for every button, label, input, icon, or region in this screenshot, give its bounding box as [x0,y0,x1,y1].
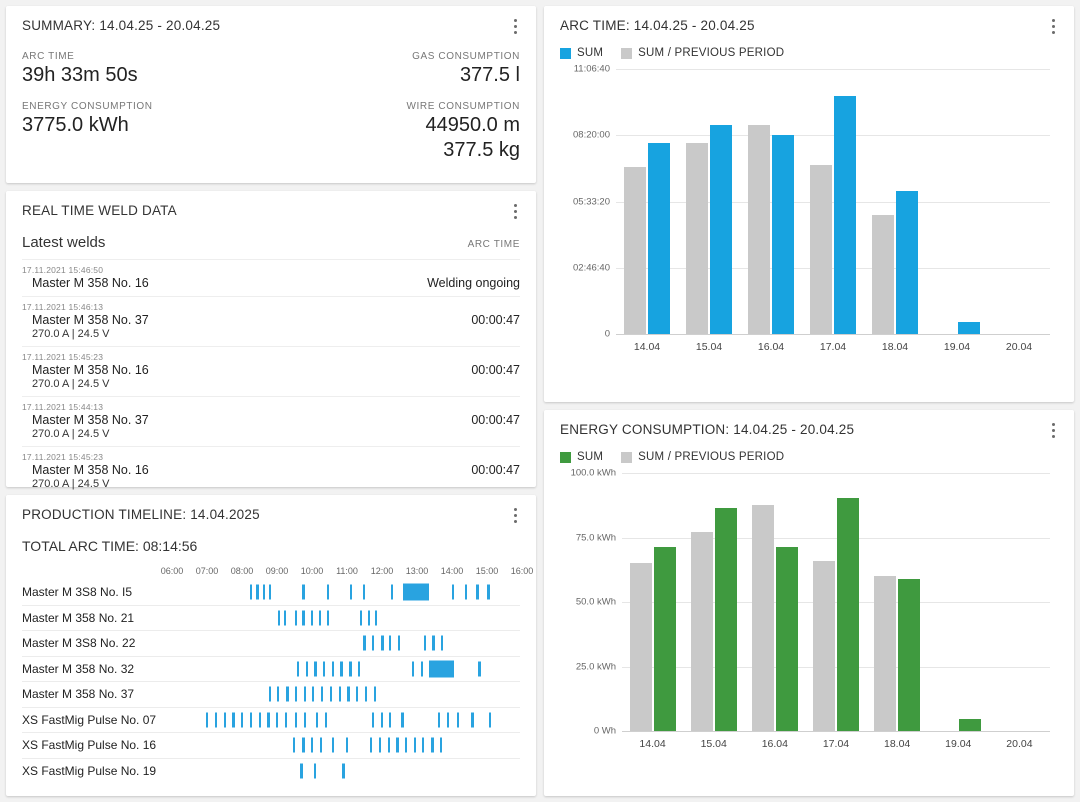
production-timeline-card [6,495,536,796]
timeline-segment [347,687,349,702]
timeline-segment [363,636,365,651]
stat-label: ARC TIME [22,51,75,62]
timeline-segment [342,764,344,779]
timeline-row[interactable] [22,682,520,708]
bar-sum [958,322,980,334]
timeline-rows [22,580,520,784]
x-axis-tick-label: 15.04 [700,738,727,750]
timeline-segment [405,738,407,753]
bar-sum [776,547,798,731]
timeline-segment [302,585,304,600]
timeline-segment [401,712,403,727]
stat-label: ENERGY CONSUMPTION [22,101,153,112]
timeline-segment [311,738,313,753]
legend-item[interactable] [621,47,784,59]
timeline-segment [339,687,341,702]
bar-group[interactable] [802,69,864,353]
energy-legend [560,451,1058,463]
timeline-segment [356,687,358,702]
timeline-segment [302,610,304,625]
weld-timestamp: 17.11.2021 15:46:50 [22,265,104,275]
timeline-segment [269,687,271,702]
timeline-segment [276,712,278,727]
timeline-segment [295,687,297,702]
y-axis-tick-label: 0 Wh [593,725,616,737]
bar-previous-period [624,167,646,334]
bar-previous-period [872,215,894,334]
weld-timestamp: 17.11.2021 15:45:23 [22,452,104,462]
timeline-segment [381,712,383,727]
timeline-segment [365,687,367,702]
timeline-segment [300,764,302,779]
weld-parameters: 270.0 A | 24.5 V [32,478,110,490]
timeline-segment [319,610,321,625]
timeline-segment [256,585,258,600]
timeline-segment [346,738,348,753]
timeline-segment [379,738,381,753]
timeline-segment [389,636,391,651]
weld-list [22,259,520,496]
timeline-segment [259,712,261,727]
timeline-track [171,580,520,605]
gridline [616,334,1050,335]
timeline-device-name: XS FastMig Pulse No. 16 [22,738,157,753]
timeline-segment [388,738,390,753]
bar-group[interactable] [989,473,1050,750]
timeline-segment [330,687,332,702]
weld-info [22,276,149,290]
legend-swatch-icon [560,452,571,463]
timeline-segment [414,738,416,753]
bar-group[interactable] [678,69,740,353]
stat-label: GAS CONSUMPTION [412,51,520,62]
timeline-segment [295,712,297,727]
summary-title: SUMMARY: 14.04.25 - 20.04.25 [22,18,221,33]
timeline-tick-label: 08:00 [230,566,254,576]
timeline-segment [476,585,478,600]
timeline-segment [389,712,391,727]
timeline-segment [327,610,329,625]
legend-swatch-icon [621,48,632,59]
timeline-track [171,657,520,682]
timeline-segment [396,738,398,753]
timeline-segment [360,610,362,625]
timeline-row[interactable] [22,631,520,657]
x-axis-tick-label: 17.04 [822,738,850,750]
weld-info [22,313,149,340]
bar-group[interactable] [622,473,683,750]
realtime-title: REAL TIME WELD DATA [22,203,177,218]
timeline-tick-label: 16:00 [510,566,534,576]
timeline-track [171,631,520,656]
realtime-subheader [22,234,520,251]
timeline-axis [160,566,534,580]
timeline-segment [391,585,393,600]
bar-previous-period [813,561,835,731]
legend-swatch-icon [560,48,571,59]
legend-label: SUM [577,47,604,59]
x-axis-tick-label: 15.04 [695,341,723,353]
timeline-segment [267,712,269,727]
weld-arc-time: Welding ongoing [427,276,520,290]
bar-previous-period [752,505,774,731]
timeline-segment [306,661,308,676]
timeline-segment [206,712,208,727]
legend-label: SUM / PREVIOUS PERIOD [638,451,785,463]
timeline-segment [403,584,429,601]
y-axis-tick-label: 02:46:40 [573,262,610,274]
weld-device-name: Master M 358 No. 37 [32,413,149,427]
x-axis-tick-label: 14.04 [639,738,666,750]
timeline-segment [321,687,323,702]
timeline-tick-label: 11:00 [336,566,358,576]
bar-sum [837,498,859,731]
stat-value: 3775.0 kWh [22,114,129,136]
weld-main [22,463,520,490]
timeline-row[interactable] [22,606,520,632]
timeline-segment [332,738,334,753]
timeline-device-name: Master M 3S8 No. I5 [22,585,133,600]
weld-main [22,363,520,390]
arc-time-chart-card [544,6,1074,402]
arc-time-plot [573,63,1050,353]
timeline-segment [432,636,434,651]
timeline-segment [304,712,306,727]
timeline-segment [311,610,313,625]
legend-item[interactable] [560,47,603,59]
arc-time-chart-menu-icon[interactable] [1044,16,1062,36]
right-column [544,6,1074,796]
timeline-segment [320,738,322,753]
bar-group[interactable] [805,473,866,750]
timeline-device-name: XS FastMig Pulse No. 19 [22,764,157,779]
weld-main [22,276,520,290]
timeline-segment [412,661,414,676]
stat-wire-consumption [271,101,520,162]
x-axis-tick-label: 19.04 [945,738,972,750]
timeline-segment [316,712,318,727]
bar-sum [896,191,918,334]
bar-group[interactable] [616,69,678,353]
stat-value: 39h 33m 50s [22,64,138,86]
timeline-segment [302,738,304,753]
gridline [622,731,1050,732]
timeline-tick-label: 12:00 [370,566,394,576]
bar-previous-period [686,143,708,334]
timeline-segment [358,661,360,676]
timeline-segment [278,610,280,625]
weld-row[interactable] [22,259,520,296]
timeline-tick-label: 15:00 [475,566,499,576]
timeline-segment [375,610,377,625]
timeline-row[interactable] [22,708,520,734]
bar-group[interactable] [740,69,802,353]
x-axis-tick-label: 18.04 [881,341,909,353]
summary-card [6,6,536,183]
legend-swatch-icon [621,452,632,463]
bar-sum [834,96,856,335]
timeline-segment [349,661,351,676]
timeline-segment [215,712,217,727]
left-column [6,6,536,796]
timeline-segment [295,610,297,625]
bar-group[interactable] [928,473,989,750]
timeline-segment [372,636,374,651]
timeline-device-name: XS FastMig Pulse No. 07 [22,712,157,727]
timeline-tick-label: 13:00 [405,566,429,576]
timeline-segment [440,738,442,753]
stat-gas-consumption [271,51,520,87]
timeline-segment [487,585,489,600]
realtime-menu-icon[interactable] [506,201,524,221]
weld-row[interactable] [22,446,520,496]
bar-sum [710,125,732,334]
timeline-tick-label: 14:00 [440,566,464,576]
weld-parameters: 270.0 A | 24.5 V [32,328,110,340]
x-axis-tick-label: 17.04 [819,341,847,353]
latest-welds-label: Latest welds [22,234,106,251]
timeline-segment [381,636,383,651]
timeline-segment [269,585,271,600]
timeline-row[interactable] [22,759,520,785]
timeline-segment [263,585,265,600]
timeline-segment [478,661,480,676]
arc-time-column-header: ARC TIME [467,239,520,250]
timeline-row[interactable] [22,580,520,606]
timeline-segment [457,712,459,727]
weld-info [22,413,149,440]
timeline-tick-label: 06:00 [160,566,184,576]
timeline-segment [441,636,443,651]
stat-label: WIRE CONSUMPTION [406,101,520,112]
stat-value: 44950.0 m [425,114,520,136]
weld-device-name: Master M 358 No. 37 [32,313,149,327]
timeline-segment [370,738,372,753]
timeline-tick-label: 09:00 [265,566,289,576]
timeline-device-name: Master M 358 No. 21 [22,610,135,625]
timeline-track [171,682,520,707]
legend-item[interactable] [560,451,603,463]
y-axis-tick-label: 25.0 kWh [575,661,616,672]
total-arc-time: TOTAL ARC TIME: 08:14:56 [22,538,198,554]
weld-timestamp: 17.11.2021 15:46:13 [22,302,104,312]
stat-value-secondary: 377.5 kg [443,139,520,161]
weld-row[interactable] [22,396,520,446]
weld-main [22,313,520,340]
y-axis-tick-label: 75.0 kWh [575,532,616,543]
bar-group[interactable] [988,69,1050,353]
bar-group[interactable] [926,69,988,353]
timeline-segment [340,661,342,676]
summary-menu-icon[interactable] [506,16,524,36]
timeline-track [171,708,520,733]
bar-sum [654,547,676,731]
weld-main [22,413,520,440]
timeline-segment [224,712,226,727]
bar-group[interactable] [864,69,926,353]
bar-group[interactable] [744,473,805,750]
weld-arc-time: 00:00:47 [471,313,520,327]
timeline-segment [372,712,374,727]
energy-consumption-chart-card [544,410,1074,796]
timeline-segment [304,687,306,702]
timeline-track [171,606,520,631]
legend-item[interactable] [621,451,784,463]
timeline-track [171,733,520,758]
y-axis-tick-label: 08:20:00 [573,129,610,141]
timeline-track [171,759,520,785]
timeline-segment [323,661,325,676]
stat-arc-time [22,51,271,87]
x-axis-tick-label: 16.04 [757,341,785,353]
weld-row[interactable] [22,346,520,396]
timeline-segment [422,738,424,753]
timeline-segment [241,712,243,727]
weld-arc-time: 00:00:47 [471,463,520,477]
bar-previous-period [630,563,652,731]
weld-timestamp: 17.11.2021 15:44:13 [22,402,104,412]
timeline-segment [332,661,334,676]
weld-arc-time: 00:00:47 [471,363,520,377]
weld-info [22,463,149,490]
bar-previous-period [874,576,896,731]
legend-label: SUM [577,451,604,463]
timeline-segment [277,687,279,702]
bar-previous-period [748,125,770,334]
bar-sum [715,508,737,731]
y-axis-tick-label: 50.0 kWh [575,596,616,608]
weld-info [22,363,149,390]
weld-device-name: Master M 358 No. 16 [32,276,149,290]
timeline-segment [363,585,365,600]
x-axis-tick-label: 16.04 [761,738,788,750]
timeline-segment [374,687,376,702]
weld-arc-time: 00:00:47 [471,413,520,427]
realtime-weld-card [6,191,536,490]
timeline-segment [421,661,423,676]
bar-sum [648,143,670,334]
timeline-segment [452,585,454,600]
timeline-segment [429,660,453,677]
bar-sum [898,579,920,731]
weld-row[interactable] [22,296,520,346]
arc-time-legend [560,47,1058,59]
timeline-chart [22,566,534,784]
timeline-segment [314,661,316,676]
timeline-segment [438,712,440,727]
x-axis-tick-label: 20.04 [1006,738,1033,750]
stat-energy-consumption [22,101,271,162]
timeline-segment [465,585,467,600]
bar-group[interactable] [867,473,928,750]
timeline-segment [312,687,314,702]
timeline-segment [447,712,449,727]
timeline-segment [471,712,473,727]
bar-sum [772,135,794,334]
timeline-menu-icon[interactable] [506,505,524,525]
timeline-segment [327,585,329,600]
x-axis-tick-label: 18.04 [883,738,911,750]
timeline-segment [293,738,295,753]
x-axis-tick-label: 20.04 [1005,341,1033,353]
weld-timestamp: 17.11.2021 15:45:23 [22,352,104,362]
weld-device-name: Master M 358 No. 16 [32,463,149,477]
timeline-segment [350,585,352,600]
y-axis-tick-label: 05:33:20 [573,196,610,207]
timeline-device-name: Master M 358 No. 37 [22,687,135,702]
summary-stats [22,51,520,162]
stat-value: 377.5 l [459,64,520,86]
timeline-tick-label: 07:00 [195,566,219,576]
timeline-row[interactable] [22,733,520,759]
timeline-segment [424,636,426,651]
y-axis-tick-label: 11:06:40 [573,63,610,75]
timeline-segment [232,712,234,727]
arc-time-chart-title: ARC TIME: 14.04.25 - 20.04.25 [560,18,755,33]
energy-plot [570,467,1050,750]
timeline-segment [431,738,433,753]
legend-label: SUM / PREVIOUS PERIOD [638,47,785,59]
timeline-segment [368,610,370,625]
bar-previous-period [810,165,832,334]
weld-parameters: 270.0 A | 24.5 V [32,428,110,440]
energy-chart-menu-icon[interactable] [1044,420,1062,440]
x-axis-tick-label: 14.04 [633,341,661,353]
timeline-segment [250,585,252,600]
timeline-segment [285,712,287,727]
timeline-title: PRODUCTION TIMELINE: 14.04.2025 [22,507,260,522]
timeline-segment [325,712,327,727]
timeline-segment [250,712,252,727]
timeline-segment [286,687,288,702]
energy-chart-title: ENERGY CONSUMPTION: 14.04.25 - 20.04.25 [560,422,855,437]
bar-group[interactable] [683,473,744,750]
timeline-tick-label: 10:00 [300,566,324,576]
weld-parameters: 270.0 A | 24.5 V [32,378,110,390]
timeline-device-name: Master M 3S8 No. 22 [22,636,136,651]
timeline-segment [297,661,299,676]
x-axis-tick-label: 19.04 [943,341,971,353]
timeline-segment [284,610,286,625]
timeline-device-name: Master M 358 No. 32 [22,661,135,676]
timeline-segment [489,712,491,727]
timeline-row[interactable] [22,657,520,683]
bar-previous-period [691,532,713,731]
timeline-segment [398,636,400,651]
y-axis-tick-label: 0 [604,328,610,340]
y-axis-tick-label: 100.0 kWh [570,467,616,479]
timeline-segment [314,764,316,779]
weld-device-name: Master M 358 No. 16 [32,363,149,377]
bar-sum [959,719,981,731]
